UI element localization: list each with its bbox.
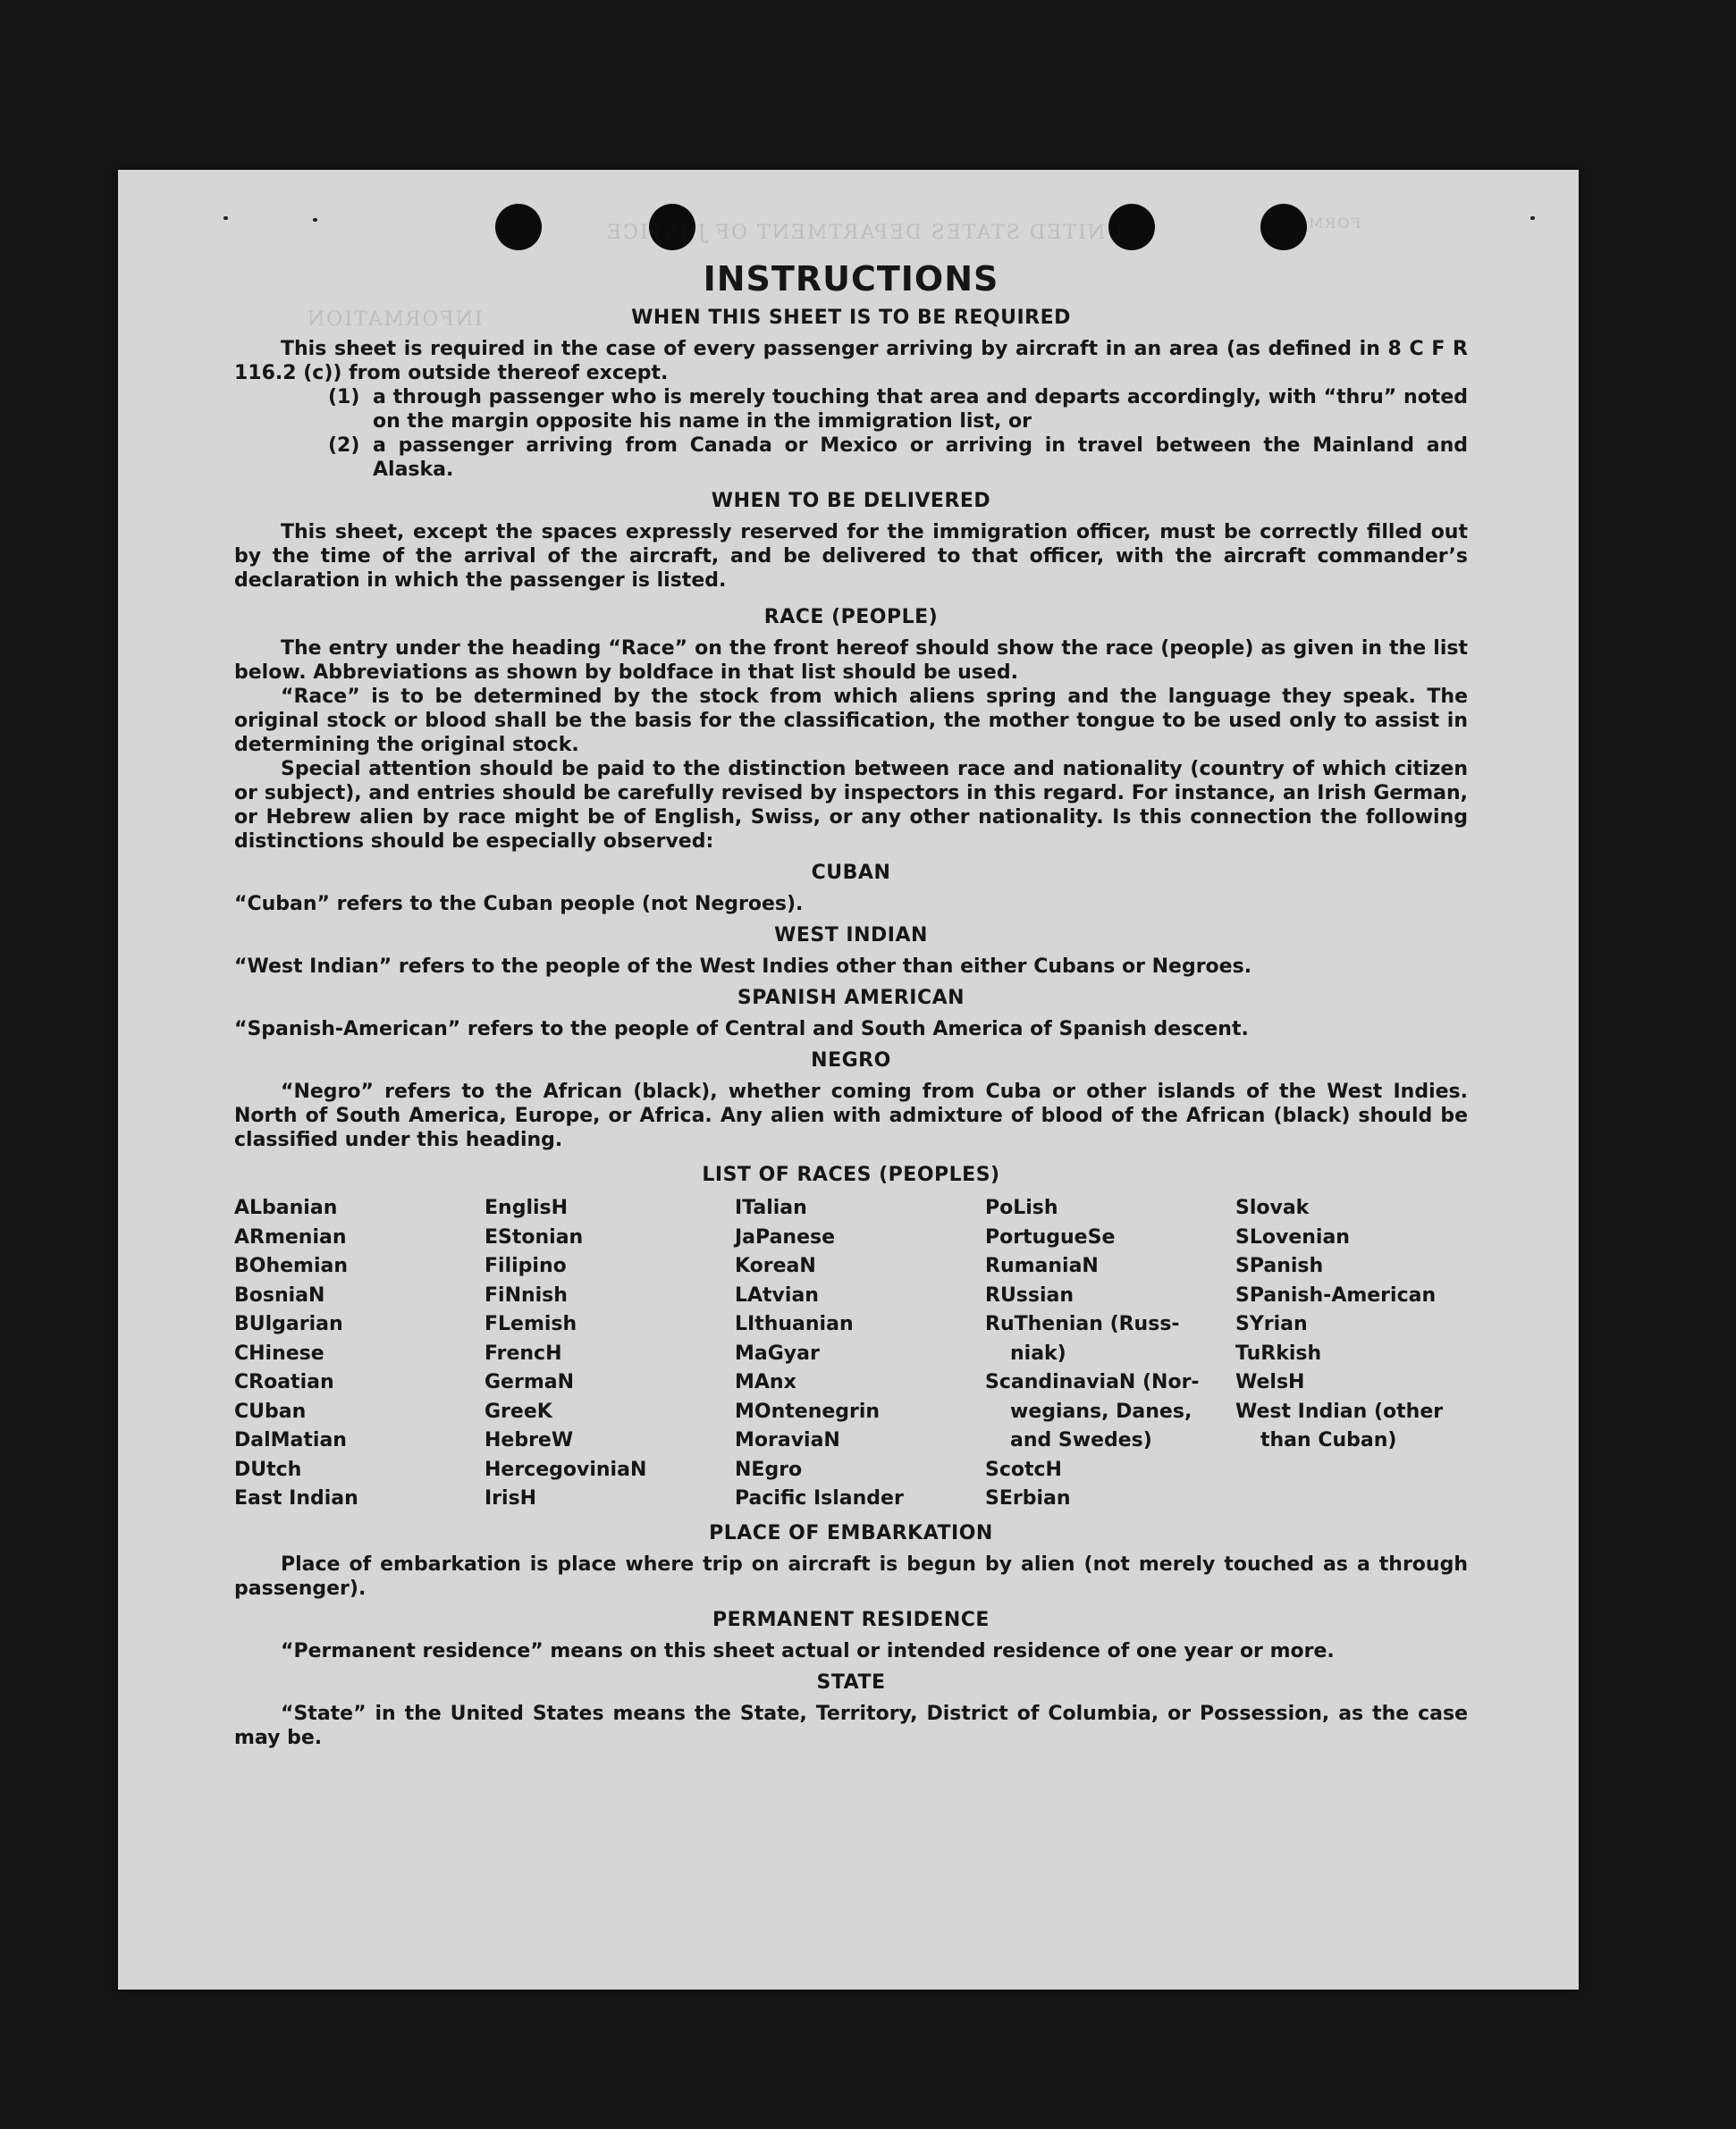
race-entry: KoreaN (735, 1255, 816, 1277)
race-entry: ScotcH (985, 1458, 1062, 1481)
section-heading-west-indian: WEST INDIAN (774, 924, 928, 947)
race-entry: DUtch (234, 1458, 302, 1481)
races-table (234, 1194, 1468, 1514)
speck (313, 218, 317, 222)
races-column (985, 1194, 1218, 1514)
race-entry: ARmenian (234, 1225, 347, 1249)
race-entry: BOhemian (234, 1255, 349, 1277)
races-column (485, 1194, 717, 1514)
races-column (735, 1194, 967, 1514)
race-entry: DalMatian (234, 1429, 347, 1452)
race-entry: Slovak (1235, 1197, 1310, 1219)
item-number: (2) (328, 434, 360, 457)
page-title: INSTRUCTIONS (703, 259, 999, 299)
speck (1530, 216, 1535, 220)
race-entry: FrencH (485, 1342, 562, 1365)
race-entry: CRoatian (234, 1371, 334, 1393)
race-entry: Filipino (485, 1255, 567, 1277)
section-heading-state: STATE (816, 1670, 886, 1694)
race-entry: EStonian (485, 1225, 584, 1249)
list-item (328, 385, 1468, 433)
race-entry: CUban (234, 1400, 307, 1423)
section-heading-embarkation: PLACE OF EMBARKATION (709, 1521, 993, 1544)
paragraph: “Negro” refers to the African (black), whether coming from Cuba or other islands of the West Indies. North of South America, Europe, or Africa. Any alien with admixture of blood of the African (black) should be classified under this heading. (234, 1081, 1468, 1151)
race-entry: BosniaN (234, 1283, 325, 1307)
instructions-content (234, 259, 1468, 1750)
race-entry: ALbanian (234, 1197, 338, 1219)
race-entry: SPanish (1235, 1255, 1324, 1277)
race-entry: SPanish-American (1235, 1283, 1437, 1307)
race-entry: JaPanese (735, 1225, 836, 1249)
race-entry: Pacific Islander (735, 1487, 904, 1510)
race-entry: ScandinaviaN (Nor- (985, 1371, 1200, 1393)
race-entry: HercegoviniaN (485, 1458, 647, 1481)
race-entry: MaGyar (735, 1342, 820, 1365)
race-entry: BUlgarian (234, 1313, 343, 1335)
race-entry: MAnx (735, 1371, 796, 1393)
punch-hole (1260, 204, 1307, 250)
section-heading-when-delivered: WHEN TO BE DELIVERED (711, 490, 991, 512)
section-heading-permanent-residence: PERMANENT RESIDENCE (712, 1608, 990, 1631)
race-entry: NEgro (735, 1458, 803, 1481)
race-entry: PortugueSe (985, 1225, 1116, 1249)
section-heading-race: RACE (PEOPLE) (763, 606, 939, 628)
paragraph: “Permanent residence” means on this sheet actual or intended residence of one year or more. (281, 1639, 1335, 1662)
paragraph: This sheet is required in the case of every passenger arriving by aircraft in an area (as defined in 8 C F R 116.2 (c)) from outside thereof except. (234, 338, 1468, 384)
paragraph: This sheet, except the spaces expressly reserved for the immigration officer, must be correctly filled out by the time of the arrival of the aircraft, and be delivered to that officer, with the aircraft commander’s declaration in which the passenger is listed. (234, 521, 1468, 592)
races-column (1235, 1194, 1468, 1514)
race-entry: East Indian (234, 1487, 358, 1510)
paragraph: “State” in the United States means the State, Territory, District of Columbia, or Possession, as the case may be. (234, 1702, 1468, 1749)
race-entry: and Swedes) (1010, 1429, 1152, 1452)
race-entry: SErbian (985, 1487, 1071, 1510)
race-entry: GermaN (485, 1371, 575, 1393)
race-entry: LIthuanian (735, 1313, 854, 1335)
paragraph: The entry under the heading “Race” on the front hereof should show the race (people) as given in the list below. Abbreviations as shown by boldface in that list should be used. (234, 637, 1468, 684)
race-entry: West Indian (other (1235, 1400, 1444, 1423)
show-through-text: FORM (1307, 215, 1361, 231)
race-entry: LAtvian (735, 1283, 819, 1307)
item-number: (1) (328, 386, 360, 408)
paragraph: “Race” is to be determined by the stock from which aliens spring and the language they speak. The original stock or blood shall be the basis for the classification, the mother tongue to be used only to assist in determining the original stock. (234, 686, 1468, 756)
race-entry: FiNnish (485, 1283, 568, 1307)
section-heading-list-of-races: LIST OF RACES (PEOPLES) (702, 1164, 1000, 1186)
race-entry: MOntenegrin (735, 1400, 881, 1423)
paragraph: “Spanish-American” refers to the people of Central and South America of Spanish descent. (234, 1018, 1249, 1040)
section-heading-cuban: CUBAN (811, 862, 891, 884)
punch-hole (495, 204, 542, 250)
race-entry: niak) (1010, 1342, 1066, 1365)
race-entry: TuRkish (1235, 1342, 1322, 1365)
race-entry: RUssian (985, 1283, 1074, 1307)
race-entry: SLovenian (1235, 1225, 1350, 1249)
race-entry: GreeK (485, 1400, 552, 1423)
list-item (328, 433, 1468, 482)
show-through-text: UNITED STATES DEPARTMENT OF JUSTICE (605, 222, 1124, 244)
section-heading-when-required: WHEN THIS SHEET IS TO BE REQUIRED (631, 307, 1071, 329)
item-text: a passenger arriving from Canada or Mexico or arriving in travel between the Mainland and Alaska. (373, 434, 1468, 481)
race-entry: SYrian (1235, 1313, 1308, 1335)
race-entry: CHinese (234, 1342, 324, 1365)
paragraph: Special attention should be paid to the distinction between race and nationality (country of which citizen or subject), and entries should be carefully revised by inspectors in this regard. For instance, an Irish German, or Hebrew alien by race might be of English, Swiss, or any other nationality. Is this connection the following distinctions should be especially observed: (234, 758, 1468, 853)
race-entry: IrisH (485, 1487, 537, 1510)
paragraph: “West Indian” refers to the people of the West Indies other than either Cubans or Negroes. (234, 955, 1252, 978)
race-entry: FLemish (485, 1313, 577, 1335)
race-entry: RuThenian (Russ- (985, 1313, 1180, 1335)
race-entry: WelsH (1235, 1371, 1305, 1393)
race-entry: EnglisH (485, 1197, 569, 1219)
races-column (234, 1194, 467, 1514)
paragraph: Place of embarkation is place where trip on aircraft is begun by alien (not merely touched as a through passenger). (234, 1553, 1468, 1600)
race-entry: MoraviaN (735, 1429, 840, 1452)
race-entry: RumaniaN (985, 1255, 1099, 1277)
race-entry: HebreW (485, 1429, 574, 1452)
race-entry: ITalian (735, 1197, 807, 1219)
paragraph: “Cuban” refers to the Cuban people (not Negroes). (234, 893, 804, 915)
show-through-text: INFORMATION (306, 308, 483, 331)
race-entry: than Cuban) (1260, 1429, 1397, 1452)
section-heading-spanish-american: SPANISH AMERICAN (737, 987, 965, 1009)
race-entry: PoLish (985, 1197, 1058, 1219)
document-sheet (118, 170, 1579, 1990)
section-heading-negro: NEGRO (811, 1049, 891, 1072)
item-text: a through passenger who is merely touching that area and departs accordingly, with “thru” noted on the margin opposite his name in the immigration list, or (373, 386, 1468, 433)
speck (223, 216, 228, 220)
race-entry: wegians, Danes, (1010, 1400, 1192, 1423)
